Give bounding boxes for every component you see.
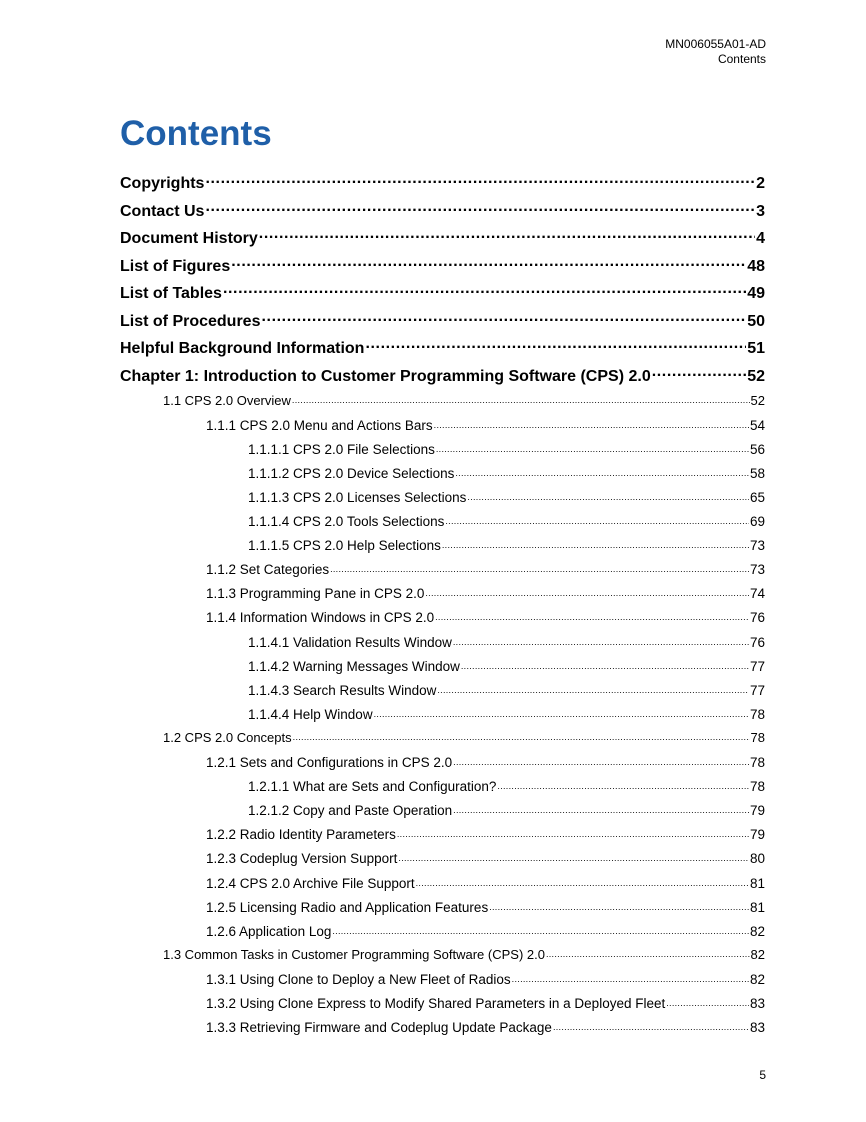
toc-entry-title: Copyrights (120, 175, 205, 192)
toc-entry[interactable] (120, 172, 765, 193)
page-title: Contents (120, 114, 272, 153)
toc-dot-leader (666, 995, 749, 1009)
toc-dot-leader (374, 705, 749, 719)
toc-dot-leader (416, 874, 749, 888)
toc-entry-page: 4 (756, 230, 765, 247)
toc-entry[interactable] (248, 440, 765, 457)
toc-entry-title: 1.2.5 Licensing Radio and Application Features (206, 899, 489, 915)
toc-entry-title: List of Procedures (120, 313, 261, 330)
toc-entry-title: 1.2.1 Sets and Configurations in CPS 2.0 (206, 755, 453, 770)
toc-dot-leader (205, 172, 755, 188)
toc-dot-leader (223, 282, 746, 298)
toc-dot-leader (436, 440, 749, 454)
toc-entry-page: 49 (747, 285, 765, 302)
toc-entry-title: Chapter 1: Introduction to Customer Programming Software (CPS) 2.0 (120, 368, 651, 385)
toc-entry[interactable] (206, 874, 765, 891)
toc-entry-page: 82 (749, 923, 765, 939)
header-section: Contents (717, 52, 766, 66)
toc-entry[interactable] (206, 970, 765, 987)
toc-entry-title: 1.1.1.5 CPS 2.0 Help Selections (248, 538, 441, 554)
toc-dot-leader (453, 754, 749, 768)
doc-number: MN006055A01-AD (665, 37, 766, 51)
toc-entry-title: 1.1.4.2 Warning Messages Window (248, 658, 460, 674)
toc-entry[interactable] (248, 633, 765, 650)
toc-entry-title: 1.1.1 CPS 2.0 Menu and Actions Bars (206, 417, 433, 433)
toc-entry[interactable] (206, 754, 765, 771)
toc-dot-leader (453, 633, 749, 647)
toc-entry-page: 77 (749, 682, 765, 698)
toc-entry-page: 78 (749, 755, 765, 770)
toc-dot-leader (425, 585, 749, 599)
toc-entry-title: 1.3.2 Using Clone Express to Modify Shared Parameters in a Deployed Fleet (206, 996, 666, 1011)
toc-entry[interactable] (248, 802, 765, 819)
toc-entry[interactable] (206, 561, 765, 578)
toc-entry[interactable] (120, 227, 765, 248)
toc-dot-leader (231, 255, 746, 271)
toc-entry-page: 2 (756, 175, 765, 192)
toc-dot-leader (497, 778, 749, 792)
toc-entry-title: 1.1.1.4 CPS 2.0 Tools Selections (248, 514, 445, 529)
toc-dot-leader (332, 922, 749, 936)
toc-entry[interactable] (120, 365, 765, 386)
toc-entry[interactable] (163, 392, 765, 408)
toc-entry-title: 1.1.2 Set Categories (206, 562, 330, 578)
toc-entry[interactable] (206, 826, 765, 843)
toc-dot-leader (397, 826, 749, 840)
toc-entry-page: 79 (749, 827, 765, 843)
toc-entry-title: 1.1.3 Programming Pane in CPS 2.0 (206, 586, 425, 602)
toc-entry-page: 48 (747, 258, 765, 275)
toc-dot-leader (489, 898, 749, 912)
toc-dot-leader (461, 657, 749, 671)
toc-entry-title: 1.3.1 Using Clone to Deploy a New Fleet of Radios (206, 971, 511, 987)
toc-entry-page: 76 (749, 634, 765, 650)
toc-entry[interactable] (120, 200, 765, 221)
toc-dot-leader (467, 488, 749, 502)
toc-entry[interactable] (120, 310, 765, 331)
toc-dot-leader (445, 513, 749, 527)
toc-entry-title: List of Figures (120, 258, 231, 275)
toc-entry-page: 52 (750, 393, 765, 408)
toc-entry-page: 79 (749, 803, 765, 819)
toc-entry[interactable] (248, 464, 765, 481)
toc-entry[interactable] (163, 729, 765, 745)
toc-entry-title: Helpful Background Information (120, 340, 365, 357)
toc-entry[interactable] (206, 995, 765, 1012)
toc-entry-page: 65 (749, 489, 765, 505)
toc-entry-title: Document History (120, 230, 258, 247)
toc-entry[interactable] (120, 282, 765, 303)
toc-dot-leader (261, 310, 746, 326)
toc-entry-page: 73 (749, 538, 765, 554)
toc-entry-page: 50 (747, 313, 765, 330)
toc-dot-leader (512, 970, 749, 984)
toc-dot-leader (437, 681, 749, 695)
toc-entry-page: 3 (756, 203, 765, 220)
toc-entry[interactable] (206, 585, 765, 602)
toc-dot-leader (293, 729, 750, 742)
toc-entry-page: 56 (749, 441, 765, 457)
toc-entry-title: 1.1.1.3 CPS 2.0 Licenses Selections (248, 489, 467, 505)
toc-entry-page: 51 (747, 340, 765, 357)
toc-dot-leader (455, 464, 749, 478)
toc-dot-leader (398, 850, 749, 864)
toc-entry[interactable] (206, 922, 765, 939)
toc-entry[interactable] (248, 488, 765, 505)
toc-entry-title: 1.1.4 Information Windows in CPS 2.0 (206, 610, 435, 626)
toc-entry[interactable] (206, 609, 765, 626)
toc-entry-title: 1.1.1.1 CPS 2.0 File Selections (248, 441, 435, 457)
toc-entry-title: 1.2.4 CPS 2.0 Archive File Support (206, 875, 415, 891)
toc-entry-page: 83 (749, 996, 765, 1011)
toc-entry-page: 78 (749, 706, 765, 722)
toc-entry-page: 58 (749, 465, 765, 481)
toc-entry-title: 1.3.3 Retrieving Firmware and Codeplug Update Package (206, 1020, 552, 1036)
toc-entry-title: List of Tables (120, 285, 222, 302)
toc-entry-page: 73 (749, 562, 765, 578)
toc-entry-page: 69 (749, 514, 765, 529)
page-number: 5 (759, 1068, 766, 1082)
toc-dot-leader (434, 416, 749, 430)
toc-dot-leader (553, 1019, 749, 1033)
toc-entry-page: 82 (750, 947, 765, 963)
toc-entry-page: 54 (749, 417, 765, 433)
toc-dot-leader (205, 200, 755, 216)
toc-entry-title: 1.2.2 Radio Identity Parameters (206, 827, 396, 843)
toc-entry-title: 1.1 CPS 2.0 Overview (163, 393, 291, 408)
toc-entry[interactable] (248, 657, 765, 674)
toc-entry[interactable] (248, 681, 765, 698)
toc-entry-title: 1.1.4.1 Validation Results Window (248, 634, 452, 650)
toc-entry-title: 1.1.4.4 Help Window (248, 706, 373, 722)
toc-entry-page: 81 (749, 899, 765, 915)
toc-entry[interactable] (248, 778, 765, 795)
toc-entry[interactable] (206, 1019, 765, 1036)
toc-dot-leader (259, 227, 755, 243)
toc-entry[interactable] (248, 705, 765, 722)
toc-dot-leader (546, 946, 750, 959)
page-header (665, 37, 766, 67)
toc-entry[interactable] (206, 898, 765, 915)
toc-entry-page: 74 (749, 586, 765, 602)
toc-dot-leader (442, 537, 749, 551)
toc-entry-page: 83 (749, 1020, 765, 1036)
toc-entry-page: 76 (749, 610, 765, 626)
toc-entry[interactable] (248, 537, 765, 554)
toc-entry[interactable] (206, 850, 765, 867)
toc-entry-title: 1.1.1.2 CPS 2.0 Device Selections (248, 465, 455, 481)
toc-entry-page: 78 (750, 730, 765, 746)
toc-entry-title: 1.2.6 Application Log (206, 923, 332, 939)
toc-entry-page: 80 (749, 851, 765, 867)
toc-entry[interactable] (163, 946, 765, 962)
toc-dot-leader (435, 609, 749, 623)
toc-dot-leader (292, 392, 750, 405)
toc-entry[interactable] (120, 337, 765, 358)
toc-dot-leader (652, 365, 746, 381)
toc-entry-page: 78 (749, 779, 765, 795)
toc-entry-title: Contact Us (120, 203, 205, 220)
toc-entry-page: 82 (749, 971, 765, 987)
toc-entry-page: 81 (749, 875, 765, 891)
toc-dot-leader (330, 561, 749, 575)
toc-entry-page: 52 (747, 368, 765, 385)
toc-entry-title: 1.2.3 Codeplug Version Support (206, 851, 398, 867)
toc-entry-page: 77 (749, 658, 765, 674)
toc-dot-leader (453, 802, 749, 816)
toc-entry[interactable] (248, 513, 765, 530)
toc-entry-title: 1.2 CPS 2.0 Concepts (163, 730, 292, 746)
toc-entry-title: 1.2.1.2 Copy and Paste Operation (248, 803, 453, 819)
toc-entry-title: 1.1.4.3 Search Results Window (248, 682, 437, 698)
toc-dot-leader (365, 337, 746, 353)
toc-entry[interactable] (206, 416, 765, 433)
toc-entry-title: 1.2.1.1 What are Sets and Configuration? (248, 779, 497, 795)
toc-entry-title: 1.3 Common Tasks in Customer Programming Software (CPS) 2.0 (163, 947, 545, 963)
toc-entry[interactable] (120, 255, 765, 276)
